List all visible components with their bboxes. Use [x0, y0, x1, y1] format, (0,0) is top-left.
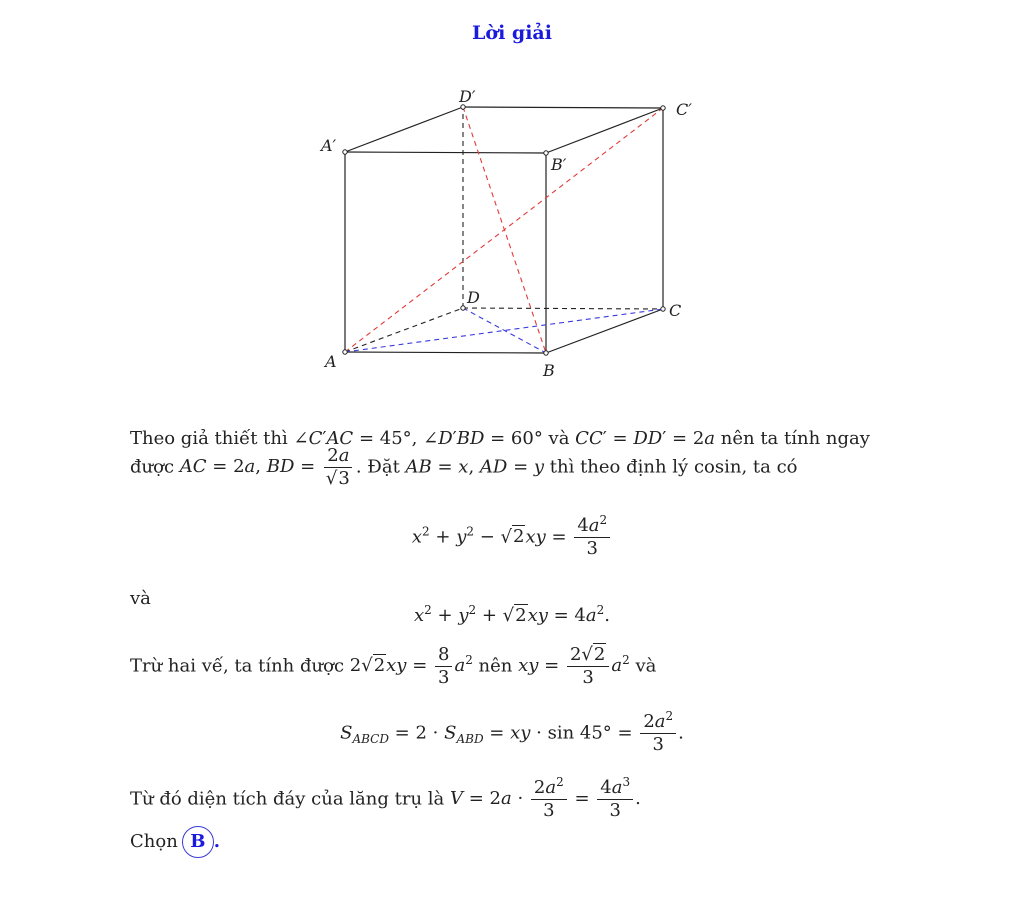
label-b1: B′ [551, 155, 567, 174]
solution-title: Lời giải [472, 22, 552, 44]
formula-volume: V = 2a · $\frac{2a^2}{3}$ = $\frac{4a^3}{3}$ . [450, 775, 641, 821]
label-d: D [467, 288, 480, 307]
label-a: A [325, 352, 337, 371]
formula-cc1-dd1: CC′ = DD′ = 2a [575, 428, 716, 449]
formula-angle-c1ac: ∠C′AC = 45°, ∠D′BD = 60° [293, 428, 543, 449]
equation-area-abcd: $S_{ABCD} = 2 \cdot S_{ABD}$ = xy · sin 45° = $\frac{2a^2}{3}$ . [340, 709, 684, 755]
formula-2sqrt2xy: 2√2xy = $\frac{8}{3}$ $a^2$ [349, 644, 473, 688]
vertex-b1 [544, 151, 548, 155]
diagonal-d1-b [463, 107, 546, 353]
edge-b1-c1 [546, 108, 663, 153]
hidden-edge-a-d [345, 308, 463, 352]
word-and: và [130, 588, 151, 609]
label-c: C [669, 301, 682, 320]
paragraph-volume: Từ đó diện tích đáy của lăng trụ là V = 2a · $\frac{2a^2}{3}$ = $\frac{4a^3}{3}$ . [130, 775, 641, 821]
label-b: B [543, 361, 555, 380]
vertex-d [461, 306, 465, 310]
vertex-c1 [661, 106, 665, 110]
vertex-a1 [343, 150, 347, 154]
vertex-b [544, 351, 548, 355]
vertex-c [661, 307, 665, 311]
label-c1: C′ [676, 100, 692, 119]
answer-badge: B [182, 826, 214, 858]
paragraph-subtract: Trừ hai vế, ta tính được 2√2xy = $\frac{8}{3}$ $a^2$ nên xy = $\frac{2√2}{3}$ $a^2$ và [130, 644, 657, 688]
edge-a1-b1 [345, 152, 546, 153]
paragraph-hypothesis: Theo giả thiết thì ∠C′AC = 45°, ∠D′BD = 60° và CC′ = DD′ = 2a nên ta tính ngay [130, 428, 870, 449]
paragraph-lengths: được AC = 2a, BD = $\frac{2a}{√3}$ . Đặt AB = x, AD = y thì theo định lý cosin, ta có [130, 445, 798, 489]
hidden-edge-d-c [463, 308, 663, 309]
vertex-a [343, 350, 347, 354]
equation-cosine-minus: $x^2 + y^2 - √2xy$ = $\frac{4a^2}{3}$ [0, 516, 1024, 559]
label-a1: A′ [321, 136, 337, 155]
formula-xy: xy = $\frac{2√2}{3}$ $a^2$ [518, 644, 630, 688]
formula-ac-bd: AC = 2a, BD = $\frac{2a}{√3}$ [180, 456, 356, 477]
edge-b-c [546, 309, 663, 353]
edge-c1-d1 [463, 107, 663, 108]
equation-cosine-plus: $x^2 + y^2 + √2xy = 4a^2$. [413, 603, 610, 626]
label-d1: D′ [459, 87, 476, 106]
formula-ab-ad: AB = x, AD = y [405, 456, 545, 478]
edge-a-b [345, 352, 546, 353]
choose-answer-line [130, 826, 220, 858]
choose-label: Chọn [130, 831, 178, 852]
prism-figure [0, 0, 1024, 400]
edge-d1-a1 [345, 107, 463, 152]
answer-period: . [213, 831, 221, 852]
